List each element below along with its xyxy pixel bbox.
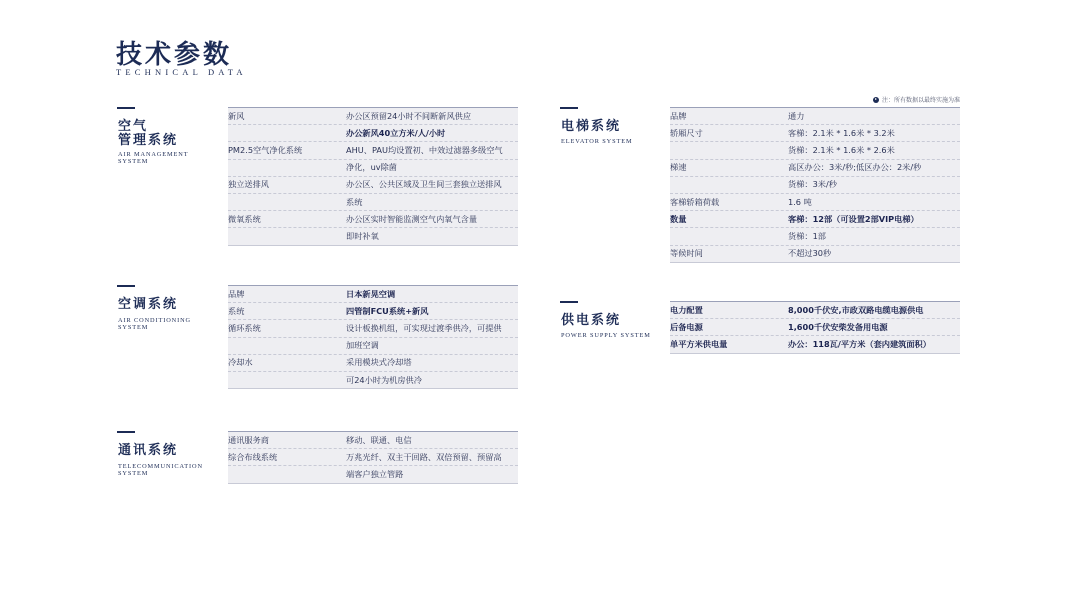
table-row — [228, 211, 518, 228]
table-row — [670, 302, 960, 319]
table-row — [228, 338, 518, 355]
row-label: PM2.5空气净化系统 — [228, 144, 303, 155]
disclaimer-note — [873, 95, 960, 104]
row-value: 货梯：1部 — [788, 230, 826, 241]
table-row — [228, 142, 518, 159]
row-label: 综合布线系统 — [228, 451, 278, 462]
section-title-en: POWER SUPPLY SYSTEM — [561, 332, 651, 339]
table-row — [228, 355, 518, 372]
row-value: 办公：118瓦/平方米（套内建筑面积） — [788, 338, 931, 349]
disclaimer-text: 注：所有数据以最终实施为准 — [881, 97, 960, 104]
section-title-cn: 通讯系统 — [118, 443, 179, 458]
table-row — [670, 160, 960, 177]
table-row — [670, 108, 960, 125]
section-rule — [117, 107, 135, 109]
row-value: 可24小时为机房供冷 — [346, 374, 422, 385]
row-label: 数量 — [670, 213, 687, 224]
spec-table — [670, 107, 960, 263]
row-value: 办公区预留24小时不间断新风供应 — [346, 110, 472, 121]
table-row — [228, 194, 518, 211]
table-row — [670, 319, 960, 336]
table-row — [670, 177, 960, 194]
row-value: 四管制FCU系统+新风 — [346, 305, 429, 316]
table-row — [228, 177, 518, 194]
row-value: 不超过30秒 — [788, 248, 832, 259]
table-row — [228, 449, 518, 466]
spec-table — [228, 431, 518, 484]
row-label: 微氧系统 — [228, 213, 261, 224]
table-row — [670, 142, 960, 159]
row-label: 单平方米供电量 — [670, 338, 728, 349]
section-rule — [117, 285, 135, 287]
section-title-cn: 空气 管理系统 — [118, 119, 179, 148]
section-title-cn: 电梯系统 — [561, 119, 622, 134]
row-label: 品牌 — [670, 110, 687, 121]
table-row — [228, 108, 518, 125]
row-value: 系统 — [346, 196, 363, 207]
row-label: 后备电源 — [670, 321, 703, 332]
table-row — [670, 228, 960, 245]
row-value: 设计板换机组，可实现过渡季供冷，可提供 — [346, 322, 502, 333]
table-row — [670, 125, 960, 142]
section-title-en: TELECOMMUNICATION SYSTEM — [118, 463, 203, 477]
row-label: 电力配置 — [670, 304, 703, 315]
section-title-cn: 供电系统 — [561, 313, 622, 328]
table-row — [228, 228, 518, 245]
table-row — [228, 320, 518, 337]
row-value: 移动、联通、电信 — [346, 434, 412, 445]
section-title-en: AIR CONDITIONING SYSTEM — [118, 317, 191, 331]
row-label: 新风 — [228, 110, 245, 121]
row-value: 日本新晃空调 — [346, 288, 396, 299]
row-value: 净化，uv除菌 — [346, 162, 397, 173]
table-row — [228, 286, 518, 303]
row-value: 客梯：2.1米 * 1.6米 * 3.2米 — [788, 127, 895, 138]
spec-table — [228, 107, 518, 246]
row-value: 办公区、公共区域及卫生间三套独立送排风 — [346, 179, 502, 190]
row-label: 客梯轿箱荷载 — [670, 196, 720, 207]
row-value: 货梯：3米/秒 — [788, 179, 837, 190]
row-label: 轿厢尺寸 — [670, 127, 703, 138]
row-label: 等候时间 — [670, 248, 703, 259]
row-label: 梯速 — [670, 162, 687, 173]
row-value: 办公区实时智能监测空气内氧气含量 — [346, 213, 478, 224]
play-circle-icon — [873, 97, 879, 103]
section-title-cn: 空调系统 — [118, 297, 179, 312]
section-rule — [117, 431, 135, 433]
table-row — [228, 303, 518, 320]
table-row — [670, 194, 960, 211]
row-value: AHU、PAU均设置初、中效过滤器多级空气 — [346, 144, 503, 155]
section-title-en: ELEVATOR SYSTEM — [561, 138, 633, 145]
row-value: 1.6 吨 — [788, 196, 812, 207]
table-row — [228, 372, 518, 389]
row-value: 端客户独立管路 — [346, 468, 404, 479]
table-row — [670, 336, 960, 353]
row-value: 1,600千伏安柴发备用电源 — [788, 321, 888, 332]
spec-table — [670, 301, 960, 354]
row-value: 货梯：2.1米 * 1.6米 * 2.6米 — [788, 144, 895, 155]
table-row — [228, 466, 518, 483]
row-value: 通力 — [788, 110, 805, 121]
row-value: 采用模块式冷却塔 — [346, 357, 412, 368]
section-rule — [560, 301, 578, 303]
row-value: 办公新风40立方米/人/小时 — [346, 127, 446, 138]
table-row — [670, 246, 960, 263]
table-row — [228, 160, 518, 177]
row-value: 高区办公：3米/秒;低区办公：2米/秒 — [788, 162, 922, 173]
row-value: 即时补氧 — [346, 230, 379, 241]
spec-table — [228, 285, 518, 389]
row-label: 循环系统 — [228, 322, 261, 333]
row-label: 独立送排风 — [228, 179, 269, 190]
row-label: 通讯服务商 — [228, 434, 269, 445]
row-label: 品牌 — [228, 288, 245, 299]
page-title: 技术参数 — [116, 40, 233, 70]
row-value: 8,000千伏安,市政双路电缆电源供电 — [788, 304, 924, 315]
row-value: 客梯：12部（可设置2部VIP电梯） — [788, 213, 919, 224]
table-row — [228, 432, 518, 449]
table-row — [228, 125, 518, 142]
section-rule — [560, 107, 578, 109]
row-label: 冷却水 — [228, 357, 253, 368]
row-value: 万兆光纤、双主干回路、双倍预留、预留高 — [346, 451, 502, 462]
row-label: 系统 — [228, 305, 245, 316]
section-title-en: AIR MANAGEMENT SYSTEM — [118, 151, 189, 165]
page-subtitle: TECHNICAL DATA — [116, 67, 247, 77]
table-row — [670, 211, 960, 228]
row-value: 加班空调 — [346, 340, 379, 351]
